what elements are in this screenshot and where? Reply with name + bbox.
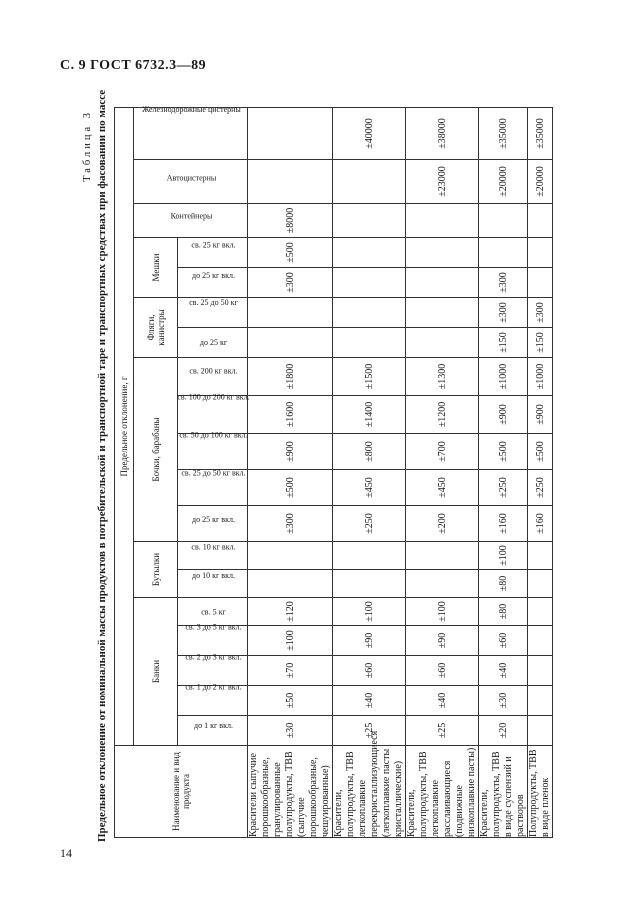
row-name: Красители, полупродукты, ТВВ в виде суспензий и растворов [479,746,528,838]
cell [528,626,553,656]
cell: ±160 [528,506,553,542]
cell: ±200 [406,506,479,542]
cell [248,107,333,159]
cell: ±60 [479,626,528,656]
header-limit-deviation: Предельное отклонение, г [115,107,134,745]
header-konteynery: Контейнеры [134,204,248,238]
cell: ±50 [248,686,333,716]
cell: ±40000 [333,107,406,159]
table-title: Предельное отклонение от номинальной массы продуктов в потребительской и транспортной таре и транспортных средствах при фасовании по массе [96,89,108,842]
cell: ±1400 [333,396,406,434]
sub-bt2: св. 10 кг вкл. [178,542,248,570]
sub-bc3: св. 50 до 100 кг вкл. [178,434,248,470]
cell [333,298,406,328]
cell: ±1000 [528,358,553,396]
table-row [406,107,479,837]
rotated-table-block [82,89,622,842]
cell: ±300 [528,298,553,328]
table-row [479,107,528,837]
cell [248,328,333,358]
cell: ±70 [248,656,333,686]
cell [248,298,333,328]
cell [248,542,333,570]
cell [528,656,553,686]
cell: ±20000 [528,160,553,204]
table-row [248,107,333,837]
sub-bc2: св. 25 до 50 кг вкл. [178,470,248,506]
cell: ±40 [479,656,528,686]
cell: ±500 [528,434,553,470]
cell: ±900 [479,396,528,434]
cell: ±8000 [248,204,333,238]
cell: ±80 [479,598,528,626]
sub-bc1: до 25 кг вкл. [178,506,248,542]
cell [333,160,406,204]
row-name: Красители, полупродукты, ТВВ легкоплавкие перекристаллизующиеся (легкоплавкие пасты кристаллические) [333,730,404,837]
cell: ±20 [479,716,528,746]
cell: ±300 [248,506,333,542]
cell: ±500 [479,434,528,470]
header-bochki: Бочки, барабаны [134,358,178,542]
cell [528,238,553,268]
cell [406,328,479,358]
cell: ±250 [479,470,528,506]
cell [528,204,553,238]
cell: ±20000 [479,160,528,204]
sub-b5: св. 5 кг [178,598,248,626]
page-header: С. 9 ГОСТ 6732.3—89 [60,58,207,73]
cell: ±25 [333,716,406,746]
cell: ±450 [406,470,479,506]
sub-b1: до 1 кг вкл. [178,716,248,746]
cell: ±1300 [406,358,479,396]
cell: ±250 [333,506,406,542]
cell: ±900 [248,434,333,470]
cell: ±1600 [248,396,333,434]
cell: ±1000 [479,358,528,396]
cell [333,328,406,358]
sub-f1: до 25 кг [178,328,248,358]
cell [528,268,553,298]
cell [333,204,406,238]
cell: ±100 [406,598,479,626]
cell [406,298,479,328]
cell [406,238,479,268]
sub-bc4: св. 100 до 200 кг вкл. [178,396,248,434]
cell: ±1500 [333,358,406,396]
tolerance-table [114,107,553,838]
cell: ±300 [479,298,528,328]
cell: ±60 [333,656,406,686]
cell: ±160 [479,506,528,542]
cell: ±40 [406,686,479,716]
cell [406,570,479,598]
cell [333,268,406,298]
cell: ±100 [479,542,528,570]
header-butylki: Бутылки [134,542,178,598]
cell [248,570,333,598]
header-flyagi: Фляги, канистры [134,298,178,358]
sub-f2: св. 25 до 50 кг [178,298,248,328]
cell: ±150 [528,328,553,358]
table-number: Таблица 3 [82,110,93,182]
row-name: Красители сыпучие порошкообразные, гранулированные полупродукты, ТВВ (сыпучие порошкообразные, чешуированные) [248,746,333,838]
row-name: Красители, полупродукты, ТВВ легкоплавкие расслаивающиеся (подвижные низкоплавкие пасты) [406,746,479,838]
cell [479,238,528,268]
cell: ±300 [248,268,333,298]
cell [406,268,479,298]
table-row [528,107,553,837]
cell: ±1800 [248,358,333,396]
sub-m1: до 25 кг вкл. [178,268,248,298]
cell [333,238,406,268]
sub-bc5: св. 200 кг вкл. [178,358,248,396]
cell: ±40 [333,686,406,716]
cell [528,716,553,746]
cell [528,570,553,598]
cell: ±35000 [528,107,553,159]
cell: ±38000 [406,107,479,159]
cell: ±100 [248,626,333,656]
cell: ±30 [479,686,528,716]
cell: ±450 [333,470,406,506]
cell: ±120 [248,598,333,626]
cell: ±80 [479,570,528,598]
table-row [333,107,406,837]
sub-b2: св. 1 до 2 кг вкл. [178,686,248,716]
cell: ±700 [406,434,479,470]
sub-b4: св. 3 до 5 кг вкл. [178,626,248,656]
cell [248,160,333,204]
header-name-col: Наименование и вид продукта [115,746,248,838]
cell: ±25 [406,716,479,746]
cell: ±100 [333,598,406,626]
sub-bt1: до 10 кг вкл. [178,570,248,598]
cell: ±250 [528,470,553,506]
cell: ±60 [406,656,479,686]
cell [406,204,479,238]
header-zhd-cisterny: Железнодорожные цистерны [134,107,248,159]
sub-m2: св. 25 кг вкл. [178,238,248,268]
cell [333,570,406,598]
cell: ±300 [479,268,528,298]
cell [333,542,406,570]
cell: ±150 [479,328,528,358]
cell [479,204,528,238]
cell [528,686,553,716]
cell [406,542,479,570]
cell [528,598,553,626]
cell: ±90 [333,626,406,656]
cell: ±500 [248,470,333,506]
sub-b3: св. 2 до 3 кг вкл. [178,656,248,686]
page-number: 14 [60,846,72,860]
header-avtocisterny: Автоцистерны [134,160,248,204]
cell: ±90 [406,626,479,656]
row-name: Полупродукты, ТВВ в виде пленок [528,746,553,838]
cell [528,542,553,570]
cell: ±500 [248,238,333,268]
header-banki: Банки [134,598,178,746]
cell: ±1200 [406,396,479,434]
cell: ±30 [248,716,333,746]
cell: ±23000 [406,160,479,204]
cell: ±35000 [479,107,528,159]
header-meshki: Мешки [134,238,178,298]
cell: ±900 [528,396,553,434]
cell: ±800 [333,434,406,470]
